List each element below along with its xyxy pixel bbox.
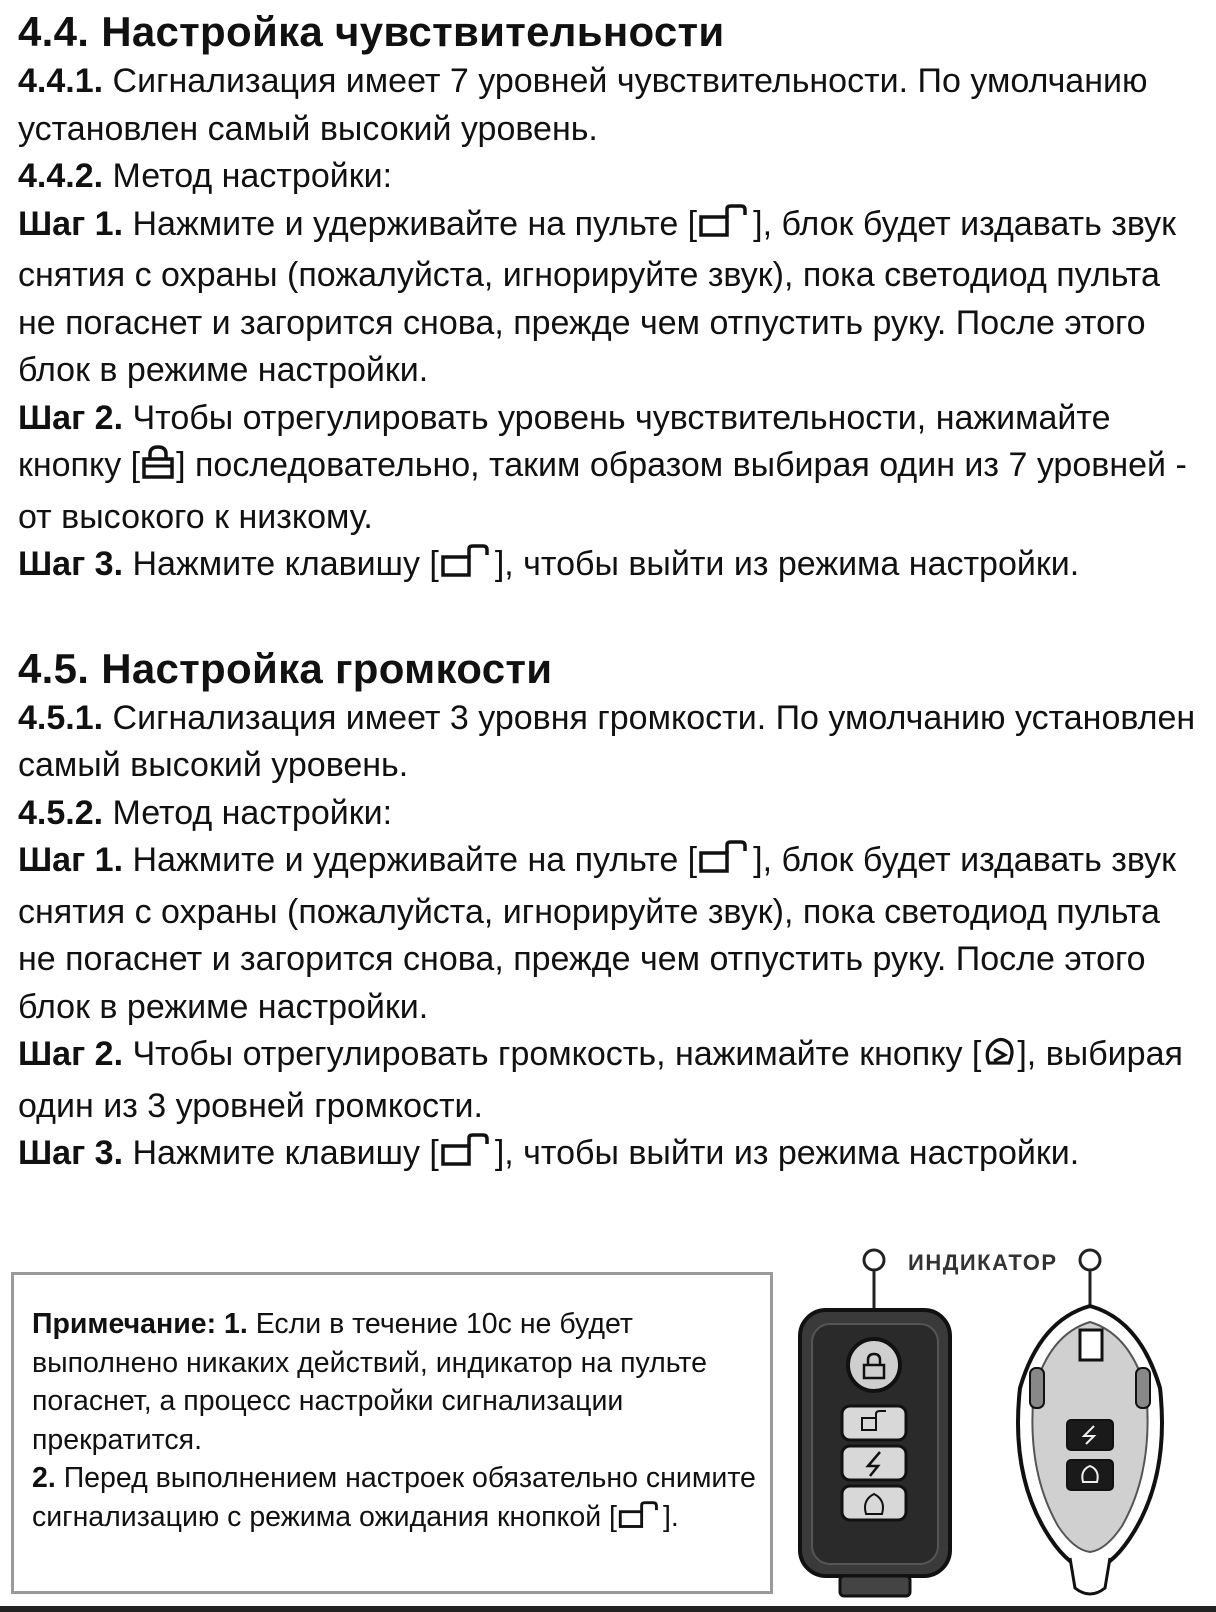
bell-icon [981, 1033, 1017, 1083]
bottom-border [0, 1606, 1216, 1612]
unlock-icon [697, 839, 753, 889]
section-title-4-4: 4.4. Настройка чувствительности [18, 8, 725, 55]
step-1-4-4: Шаг 1. Нажмите и удерживайте на пульте [ ], блок будет издавать звук снятия с охраны (пожалуйста, игнорируйте звук), пока светодиод пульта не погаснет и загорится снова, прежде чем отпустить руку. После этого блок в режиме настройки. [18, 204, 1177, 389]
classic-remote [800, 1250, 950, 1596]
step-2-4-5: Шаг 2. Чтобы отрегулировать громкость, нажимайте кнопку [ ], выбирая один из 3 уровней громкости. [18, 1035, 1183, 1125]
smart-key-remote [1018, 1250, 1162, 1594]
step-3-4-4: Шаг 3. Нажмите клавишу [ ], чтобы выйти из режима настройки. [18, 541, 1203, 593]
step-1-4-5: Шаг 1. Нажмите и удерживайте на пульте [ ], блок будет издавать звук снятия с охраны (пожалуйста, игнорируйте звук), пока светодиод пульта не погаснет и загорится снова, прежде чем отпустить руку. После этого блок в режиме настройки. [18, 841, 1177, 1026]
paragraph-4-5-1: 4.5.1. Сигнализация имеет 3 уровня громкости. По умолчанию установлен самый высокий уровень. [18, 698, 1196, 784]
remote-illustration [790, 1238, 1216, 1612]
note-item-1: Примечание: 1. Если в течение 10с не будет выполнено никаких действий, индикатор на пульте погаснет, а процесс настройки сигнализации прекратится. [32, 1308, 707, 1456]
paragraph-4-4-1: 4.4.1. Сигнализация имеет 7 уровней чувствительности. По умолчанию установлен самый высокий уровень. [18, 62, 1148, 148]
unlock-icon [439, 1132, 495, 1182]
document [18, 6, 1203, 1182]
step-3-4-5: Шаг 3. Нажмите клавишу [ ], чтобы выйти из режима настройки. [18, 1130, 1203, 1182]
remote-fobs-drawing [790, 1238, 1216, 1606]
indicator-label: ИНДИКАТОР [908, 1250, 1058, 1275]
note-item-2: 2. Перед выполнением настроек обязательно снимите сигнализацию с режима ожидания кнопкой [ ]. [32, 1459, 762, 1540]
note-box [11, 1272, 773, 1594]
section-title-4-5: 4.5. Настройка громкости [18, 644, 553, 692]
unlock-icon [439, 543, 495, 593]
paragraph-4-5-2: 4.5.2. Метод настройки: [18, 793, 393, 832]
lock-icon [140, 444, 176, 494]
unlock-icon [617, 1500, 663, 1541]
step-2-4-4: Шаг 2. Чтобы отрегулировать уровень чувствительности, нажимайте кнопку [ ] последовательно, таким образом выбирая один из 7 уровней - от высокого к низкому. [18, 398, 1187, 536]
paragraph-4-4-2: 4.4.2. Метод настройки: [18, 157, 393, 195]
unlock-icon [697, 203, 753, 253]
